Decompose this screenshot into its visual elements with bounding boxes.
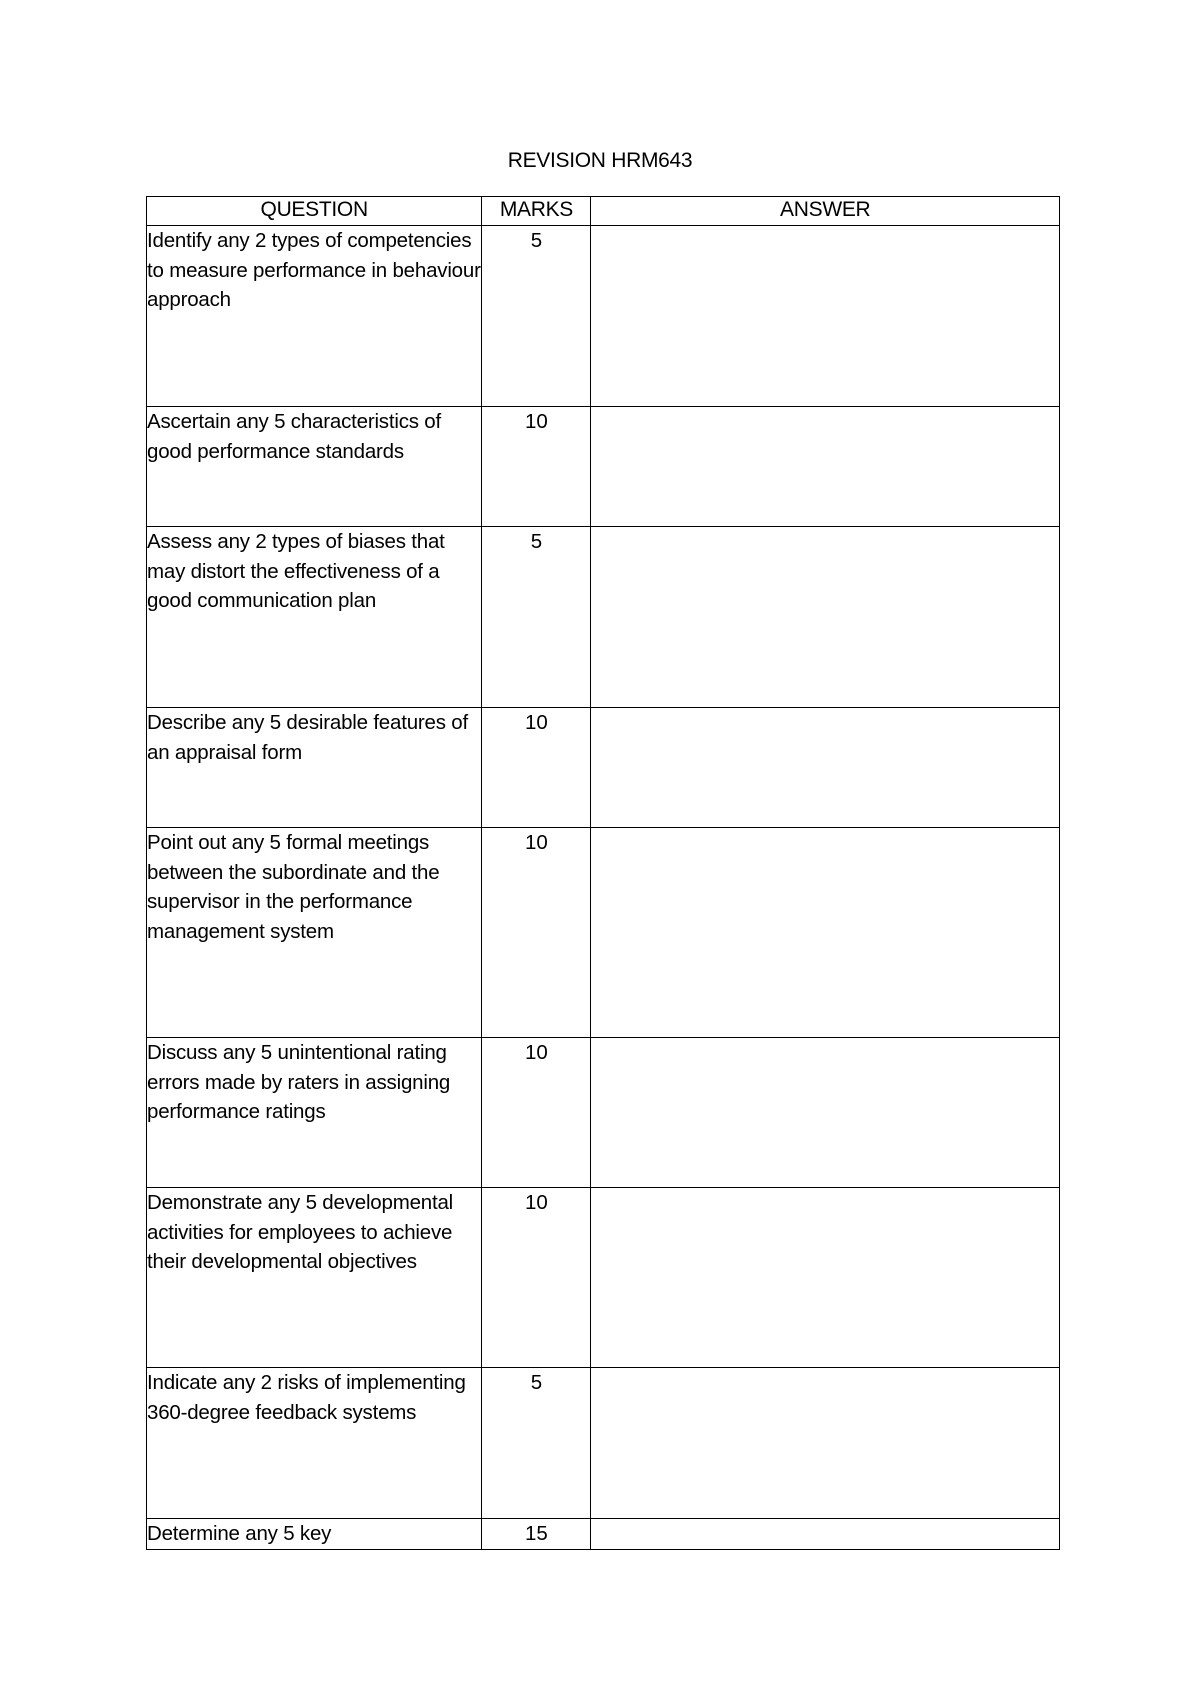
answer-cell[interactable] (591, 828, 1060, 1038)
revision-table (146, 196, 1060, 1550)
marks-cell: 5 (482, 527, 591, 708)
answer-cell[interactable] (591, 527, 1060, 708)
question-cell: Discuss any 5 unintentional rating errors made by raters in assigning performance ratings (147, 1038, 482, 1188)
table-row (147, 1188, 1060, 1368)
marks-cell: 10 (482, 407, 591, 527)
question-cell: Demonstrate any 5 developmental activities for employees to achieve their developmental objectives (147, 1188, 482, 1368)
table-row (147, 527, 1060, 708)
answer-cell[interactable] (591, 1368, 1060, 1519)
marks-cell: 5 (482, 1368, 591, 1519)
answer-cell[interactable] (591, 1188, 1060, 1368)
question-cell: Describe any 5 desirable features of an appraisal form (147, 708, 482, 828)
question-cell: Indicate any 2 risks of implementing 360-degree feedback systems (147, 1368, 482, 1519)
question-cell: Identify any 2 types of competencies to measure performance in behaviour approach (147, 226, 482, 407)
answer-cell[interactable] (591, 226, 1060, 407)
table-row (147, 407, 1060, 527)
marks-cell: 10 (482, 1188, 591, 1368)
page-title: REVISION HRM643 (507, 149, 693, 172)
marks-cell: 10 (482, 708, 591, 828)
question-cell: Determine any 5 key (147, 1519, 482, 1550)
question-cell: Point out any 5 formal meetings between the subordinate and the supervisor in the performance management system (147, 828, 482, 1038)
question-cell: Ascertain any 5 characteristics of good performance standards (147, 407, 482, 527)
answer-cell[interactable] (591, 407, 1060, 527)
table-row (147, 708, 1060, 828)
table-row (147, 1519, 1060, 1550)
answer-cell[interactable] (591, 1519, 1060, 1550)
marks-cell: 10 (482, 828, 591, 1038)
marks-cell: 10 (482, 1038, 591, 1188)
marks-cell: 15 (482, 1519, 591, 1550)
answer-cell[interactable] (591, 708, 1060, 828)
header-answer: ANSWER (591, 197, 1060, 226)
table-row (147, 1038, 1060, 1188)
table-row (147, 1368, 1060, 1519)
table-row (147, 828, 1060, 1038)
header-question: QUESTION (147, 197, 482, 226)
table-header-row (147, 197, 1060, 226)
marks-cell: 5 (482, 226, 591, 407)
header-marks: MARKS (482, 197, 591, 226)
question-cell: Assess any 2 types of biases that may distort the effectiveness of a good communication plan (147, 527, 482, 708)
table-row (147, 226, 1060, 407)
answer-cell[interactable] (591, 1038, 1060, 1188)
